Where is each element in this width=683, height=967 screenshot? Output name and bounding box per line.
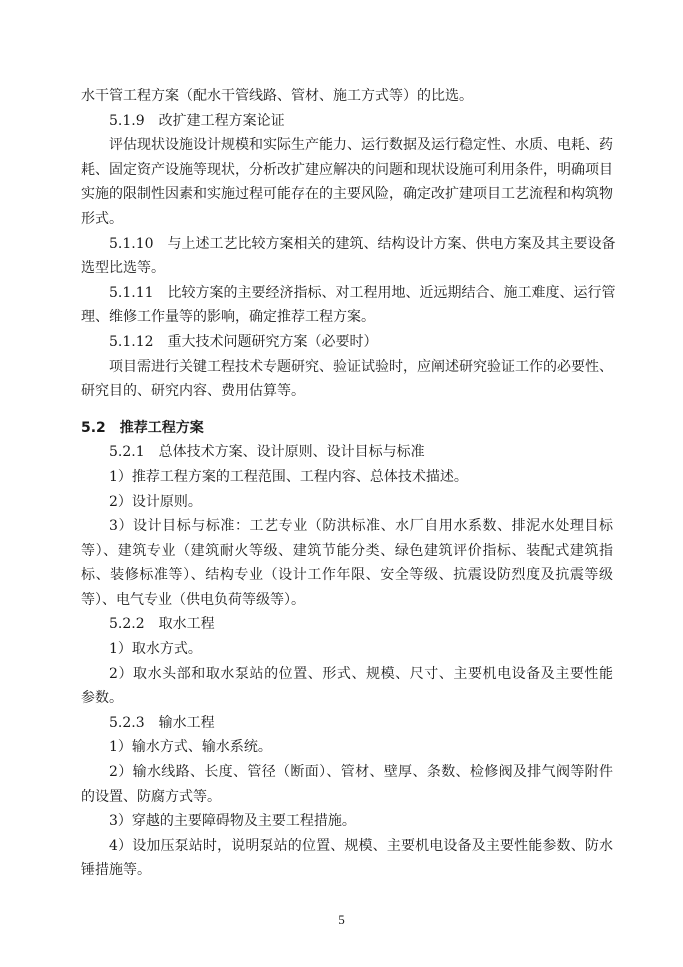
list-item: 1）输水方式、输水系统。 (109, 739, 272, 756)
list-item (81, 514, 613, 612)
text-line: 3）设计目标与标准：工艺专业（防洪标准、水厂自用水系数、排泥水处理目标 (109, 518, 613, 535)
text-line: 锤措施等。 (81, 862, 151, 879)
section-heading-5-2-2: 5.2.2 取水工程 (109, 616, 215, 633)
text-line: 4）设加压泵站时，说明泵站的位置、规模、主要机电设备及主要性能参数、防水 (109, 837, 613, 854)
text-line: 5.1.10 与上述工艺比较方案相关的建筑、结构设计方案、供电方案及其主要设备 (109, 235, 616, 252)
text-line: 理、维修工作量等的影响，确定推荐工程方案。 (81, 309, 375, 326)
text-line: 5.1.11 比较方案的主要经济指标、对工程用地、近远期结合、施工难度、运行管 (109, 284, 616, 301)
list-item (81, 760, 613, 809)
page-number: 5 (338, 912, 345, 927)
text-line: 标、装修标准等）、结构专业（设计工作年限、安全等级、抗震设防烈度及抗震等级 (81, 567, 613, 584)
text-line: 评估现状设施设计规模和实际生产能力、运行数据及运行稳定性、水质、电耗、药 (109, 137, 613, 154)
paragraph (81, 281, 616, 330)
list-item: 1）取水方式。 (109, 641, 202, 658)
text-line: 形式。 (81, 210, 123, 227)
section-heading-5-1-9: 5.1.9 改扩建工程方案论证 (109, 112, 285, 129)
text-line: 的设置、防腐方式等。 (81, 788, 221, 805)
section-heading-5-2-3: 5.2.3 输水工程 (109, 714, 215, 731)
document-body (81, 84, 616, 883)
paragraph-continuation: 水干管工程方案（配水干管线路、管材、施工方式等）的比选。 (81, 88, 473, 104)
list-item (81, 662, 613, 711)
text-line: 参数。 (81, 690, 123, 707)
section-heading-5-2: 5.2 推荐工程方案 (81, 419, 204, 436)
text-line: 选型比选等。 (81, 260, 165, 277)
section-heading-5-1-12: 5.1.12 重大技术问题研究方案（必要时） (109, 333, 378, 350)
list-item: 2）设计原则。 (109, 493, 202, 510)
paragraph (81, 133, 613, 231)
text-line: 等）、电气专业（供电负荷等级等）。 (81, 591, 305, 608)
text-line: 2）输水线路、长度、管径（断面）、管材、壁厚、条数、检修阀及排气阀等附件 (109, 764, 613, 781)
list-item: 1）推荐工程方案的工程范围、工程内容、总体技术描述。 (109, 468, 468, 485)
list-item (81, 834, 613, 883)
list-item: 3）穿越的主要障碍物及主要工程措施。 (109, 813, 356, 830)
text-line: 实施的限制性因素和实施过程可能存在的主要风险，确定改扩建项目工艺流程和构筑物 (81, 186, 613, 203)
paragraph (81, 232, 616, 281)
text-line: 耗、固定资产设施等现状，分析改扩建应解决的问题和现状设施可利用条件，明确项目 (81, 161, 613, 178)
paragraph (81, 355, 613, 404)
text-line: 2）取水头部和取水泵站的位置、形式、规模、尺寸、主要机电设备及主要性能 (109, 665, 613, 682)
section-heading-5-2-1: 5.2.1 总体技术方案、设计原则、设计目标与标准 (109, 444, 425, 461)
text-line: 等）、建筑专业（建筑耐火等级、建筑节能分类、绿色建筑评价指标、装配式建筑指 (81, 542, 613, 559)
text-line: 项目需进行关键工程技术专题研究、验证试验时，应阐述研究验证工作的必要性、 (109, 358, 613, 375)
text-line: 研究目的、研究内容、费用估算等。 (81, 383, 305, 400)
